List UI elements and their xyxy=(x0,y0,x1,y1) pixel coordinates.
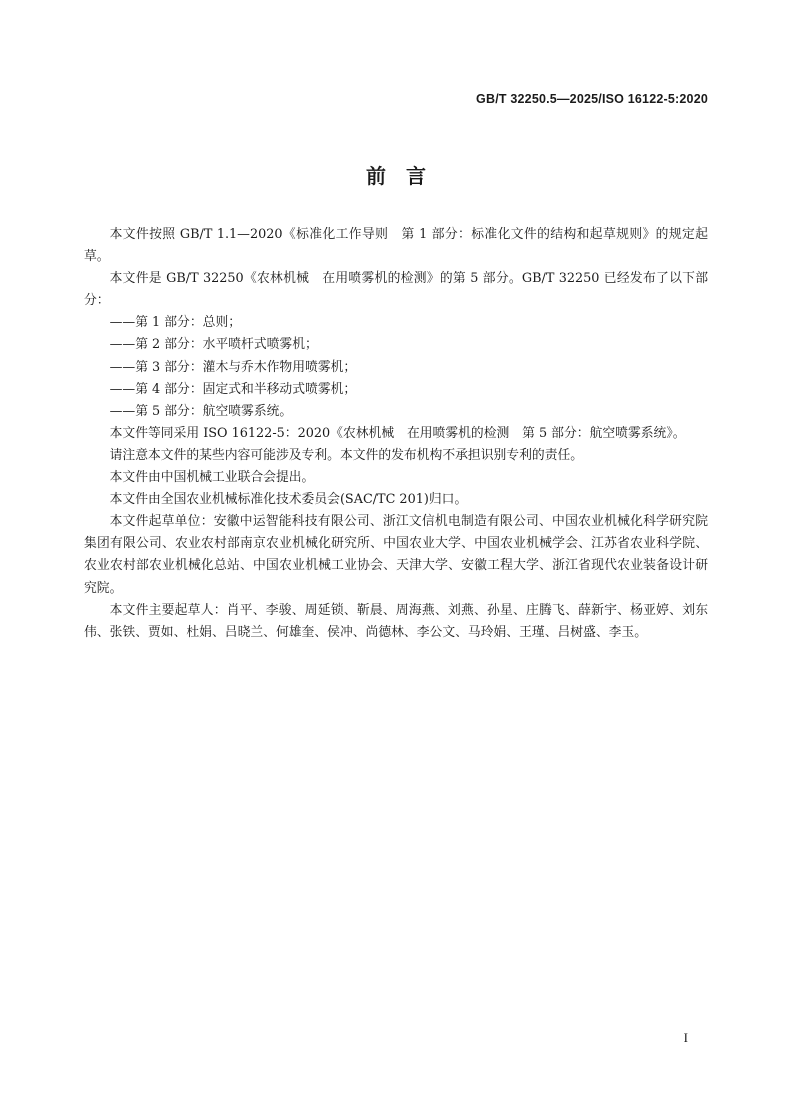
list-item-part-2: ——第 2 部分：水平喷杆式喷雾机； xyxy=(109,337,318,353)
page-title: 前 言 xyxy=(366,164,426,188)
paragraph-iso-adoption: 本文件等同采用 ISO 16122-5：2020《农林机械 在用喷雾机的检测 第 5 部分：航空喷雾系统》。 xyxy=(109,425,686,441)
foreword-body xyxy=(84,224,708,644)
paragraph-proposer: 本文件由中国机械工业联合会提出。 xyxy=(109,470,315,486)
list-item-part-1: ——第 1 部分：总则； xyxy=(109,315,242,331)
paragraph-drafters: 本文件主要起草人：肖平、李骏、周延锁、靳晨、周海燕、刘燕、孙星、庄腾飞、薛新宇、杨亚婷、刘东伟、张铁、贾如、杜娟、吕晓兰、何雄奎、侯冲、尚德林、李公文、马玲娟、王瑾、吕树盛、李玉。 xyxy=(84,602,708,640)
page-number: I xyxy=(683,1030,688,1045)
paragraph-series-intro: 本文件是 GB/T 32250《农林机械 在用喷雾机的检测》的第 5 部分。GB/T 32250 已经发布了以下部分： xyxy=(84,271,708,309)
paragraph-technical-committee: 本文件由全国农业机械标准化技术委员会(SAC/TC 201)归口。 xyxy=(109,492,468,508)
list-item-part-3: ——第 3 部分：灌木与乔木作物用喷雾机； xyxy=(109,359,357,375)
paragraph-patent-notice: 请注意本文件的某些内容可能涉及专利。本文件的发布机构不承担识别专利的责任。 xyxy=(109,447,584,463)
paragraph-drafting-organizations: 本文件起草单位：安徽中运智能科技有限公司、浙江文信机电制造有限公司、中国农业机械化科学研究院集团有限公司、农业农村部南京农业机械化研究所、中国农业大学、中国农业机械学会、江苏省农业科学院、农业农村部农业机械化总站、中国农业机械工业协会、天津大学、安徽工程大学、浙江省现代农业装备设计研究院。 xyxy=(84,514,708,596)
paragraph-drafting-rules: 本文件按照 GB/T 1.1—2020《标准化工作导则 第 1 部分：标准化文件的结构和起草规则》的规定起草。 xyxy=(84,227,708,265)
list-item-part-5: ——第 5 部分：航空喷雾系统。 xyxy=(109,403,293,419)
list-item-part-4: ——第 4 部分：固定式和半移动式喷雾机； xyxy=(109,381,357,397)
standard-code-header: GB/T 32250.5—2025/ISO 16122-5:2020 xyxy=(476,92,708,106)
